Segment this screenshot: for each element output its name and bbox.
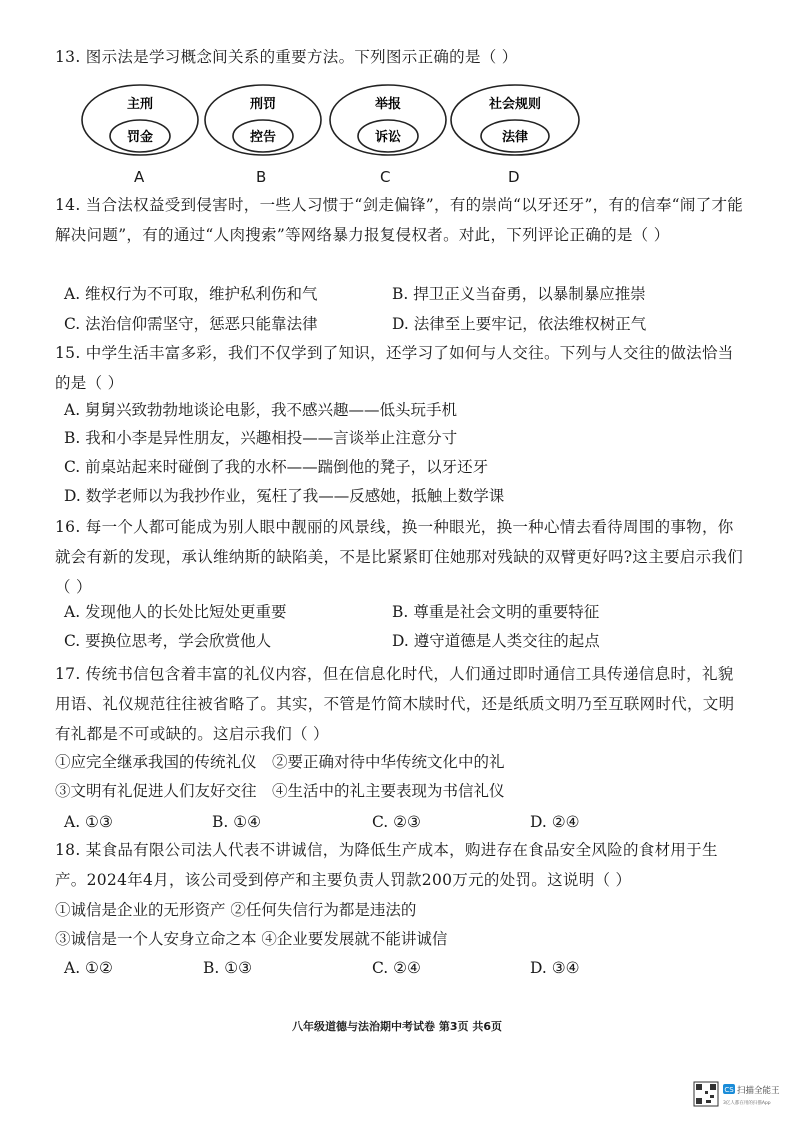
q17-stem: 17. 传统书信包含着丰富的礼仪内容，但在信息化时代，人们通过即时通信工具传递信息时，礼貌用语、礼仪规范往往被省略了。其实，不管是竹简木牍时代，还是纸质文明乃至互联网时代，文明有礼都是不可或缺的。这启示我们（ ） xyxy=(55,665,735,743)
diagram-c-letter: C xyxy=(380,168,391,186)
q17-statement-3: ③文明有礼促进人们友好交往 xyxy=(55,782,257,800)
q15-option-c: C. 前桌站起来时碰倒了我的水杯——踹倒他的凳子，以牙还牙 xyxy=(64,458,489,476)
qr-code-icon xyxy=(694,1080,780,1110)
diagram-a-inner: 罚金 xyxy=(126,130,154,145)
diagram-d xyxy=(451,85,579,155)
q17-option-a: A. ①③ xyxy=(64,813,113,831)
scanner-tagline: 3亿人都在用的扫描App xyxy=(723,1101,771,1106)
q18-option-c: C. ②④ xyxy=(372,959,421,977)
diagram-b-inner: 控告 xyxy=(249,130,277,145)
q14-option-b: B. 捍卫正义当奋勇，以暴制暴应推崇 xyxy=(392,285,646,303)
diagram-d-letter: D xyxy=(508,168,520,186)
q14-option-c: C. 法治信仰需坚守，惩恶只能靠法律 xyxy=(64,315,318,333)
diagram-a xyxy=(82,85,198,155)
q16-option-d: D. 遵守道德是人类交往的起点 xyxy=(392,632,600,650)
q15-option-a: A. 舅舅兴致勃勃地谈论电影，我不感兴趣——低头玩手机 xyxy=(64,401,458,419)
q17-option-c: C. ②③ xyxy=(372,813,421,831)
q16-option-a: A. 发现他人的长处比短处更重要 xyxy=(64,603,287,621)
diagram-d-inner: 法律 xyxy=(501,130,529,145)
diagram-b xyxy=(205,85,321,155)
q18-stem: 18. 某食品有限公司法人代表不讲诚信，为降低生产成本，购进存在食品安全风险的食材用于生产。2024年4月，该公司受到停产和主要负责人罚款200万元的处罚。这说明（ ） xyxy=(55,841,718,889)
page-footer: 八年级道德与法治期中考试卷 第3页 共6页 xyxy=(292,1020,502,1033)
diagram-c-inner: 诉讼 xyxy=(374,130,402,145)
q13-diagrams xyxy=(80,78,720,188)
diagram-b-outer: 刑罚 xyxy=(249,97,277,112)
q18-option-a: A. ①② xyxy=(64,959,113,977)
q18-option-d: D. ③④ xyxy=(530,959,580,977)
q14-option-a: A. 维权行为不可取，维护私利伤和气 xyxy=(64,285,318,303)
scanner-badge: CS xyxy=(724,1086,734,1094)
q14-stem: 14. 当合法权益受到侵害时，一些人习惯于“剑走偏锋”，有的崇尚“以牙还牙”，有的信奉“闹了才能解决问题”，有的通过“人肉搜索”等网络暴力报复侵权者。对此，下列评论正确的是（ ） xyxy=(55,196,744,244)
q17-option-b: B. ①④ xyxy=(212,813,262,831)
diagram-d-outer: 社会规则 xyxy=(488,97,542,112)
diagram-c-outer: 举报 xyxy=(374,97,402,112)
q17-option-d: D. ②④ xyxy=(530,813,580,831)
q16-option-c: C. 要换位思考，学会欣赏他人 xyxy=(64,632,272,650)
q17-statement-2: ②要正确对待中华传统文化中的礼 xyxy=(272,753,505,771)
q18-statements-3-4: ③诚信是一个人安身立命之本 ④企业要发展就不能讲诚信 xyxy=(55,930,448,948)
diagram-b-letter: B xyxy=(256,168,267,186)
q18-option-b: B. ①③ xyxy=(203,959,253,977)
q15-stem: 15. 中学生活丰富多彩，我们不仅学到了知识，还学习了如何与人交往。下列与人交往的做法恰当的是（ ） xyxy=(55,344,734,392)
diagram-a-letter: A xyxy=(134,168,145,186)
q17-statement-4: ④生活中的礼主要表现为书信礼仪 xyxy=(272,782,505,800)
q14-option-d: D. 法律至上要牢记，依法维权树正气 xyxy=(392,315,647,333)
diagram-a-outer: 主刑 xyxy=(126,97,154,112)
q15-option-b: B. 我和小李是异性朋友，兴趣相投——言谈举止注意分寸 xyxy=(64,429,458,447)
diagram-c xyxy=(330,85,446,155)
q16-option-b: B. 尊重是社会文明的重要特征 xyxy=(392,603,600,621)
q13-stem: 13. 图示法是学习概念间关系的重要方法。下列图示正确的是（ ） xyxy=(55,48,518,66)
q16-stem: 16. 每一个人都可能成为别人眼中靓丽的风景线，换一种眼光，换一种心情去看待周围的事物，你就会有新的发现，承认维纳斯的缺陷美，不是比紧紧盯住她那对残缺的双臂更好吗?这主要启示我们（ ） xyxy=(55,518,744,596)
scanner-watermark xyxy=(694,1080,780,1110)
q15-option-d: D. 数学老师以为我抄作业，冤枉了我——反感她，抵触上数学课 xyxy=(64,487,505,505)
scanner-app-name: 扫描全能王 xyxy=(737,1086,780,1096)
q18-statements-1-2: ①诚信是企业的无形资产 ②任何失信行为都是违法的 xyxy=(55,901,417,919)
q17-statement-1: ①应完全继承我国的传统礼仪 xyxy=(55,753,257,771)
